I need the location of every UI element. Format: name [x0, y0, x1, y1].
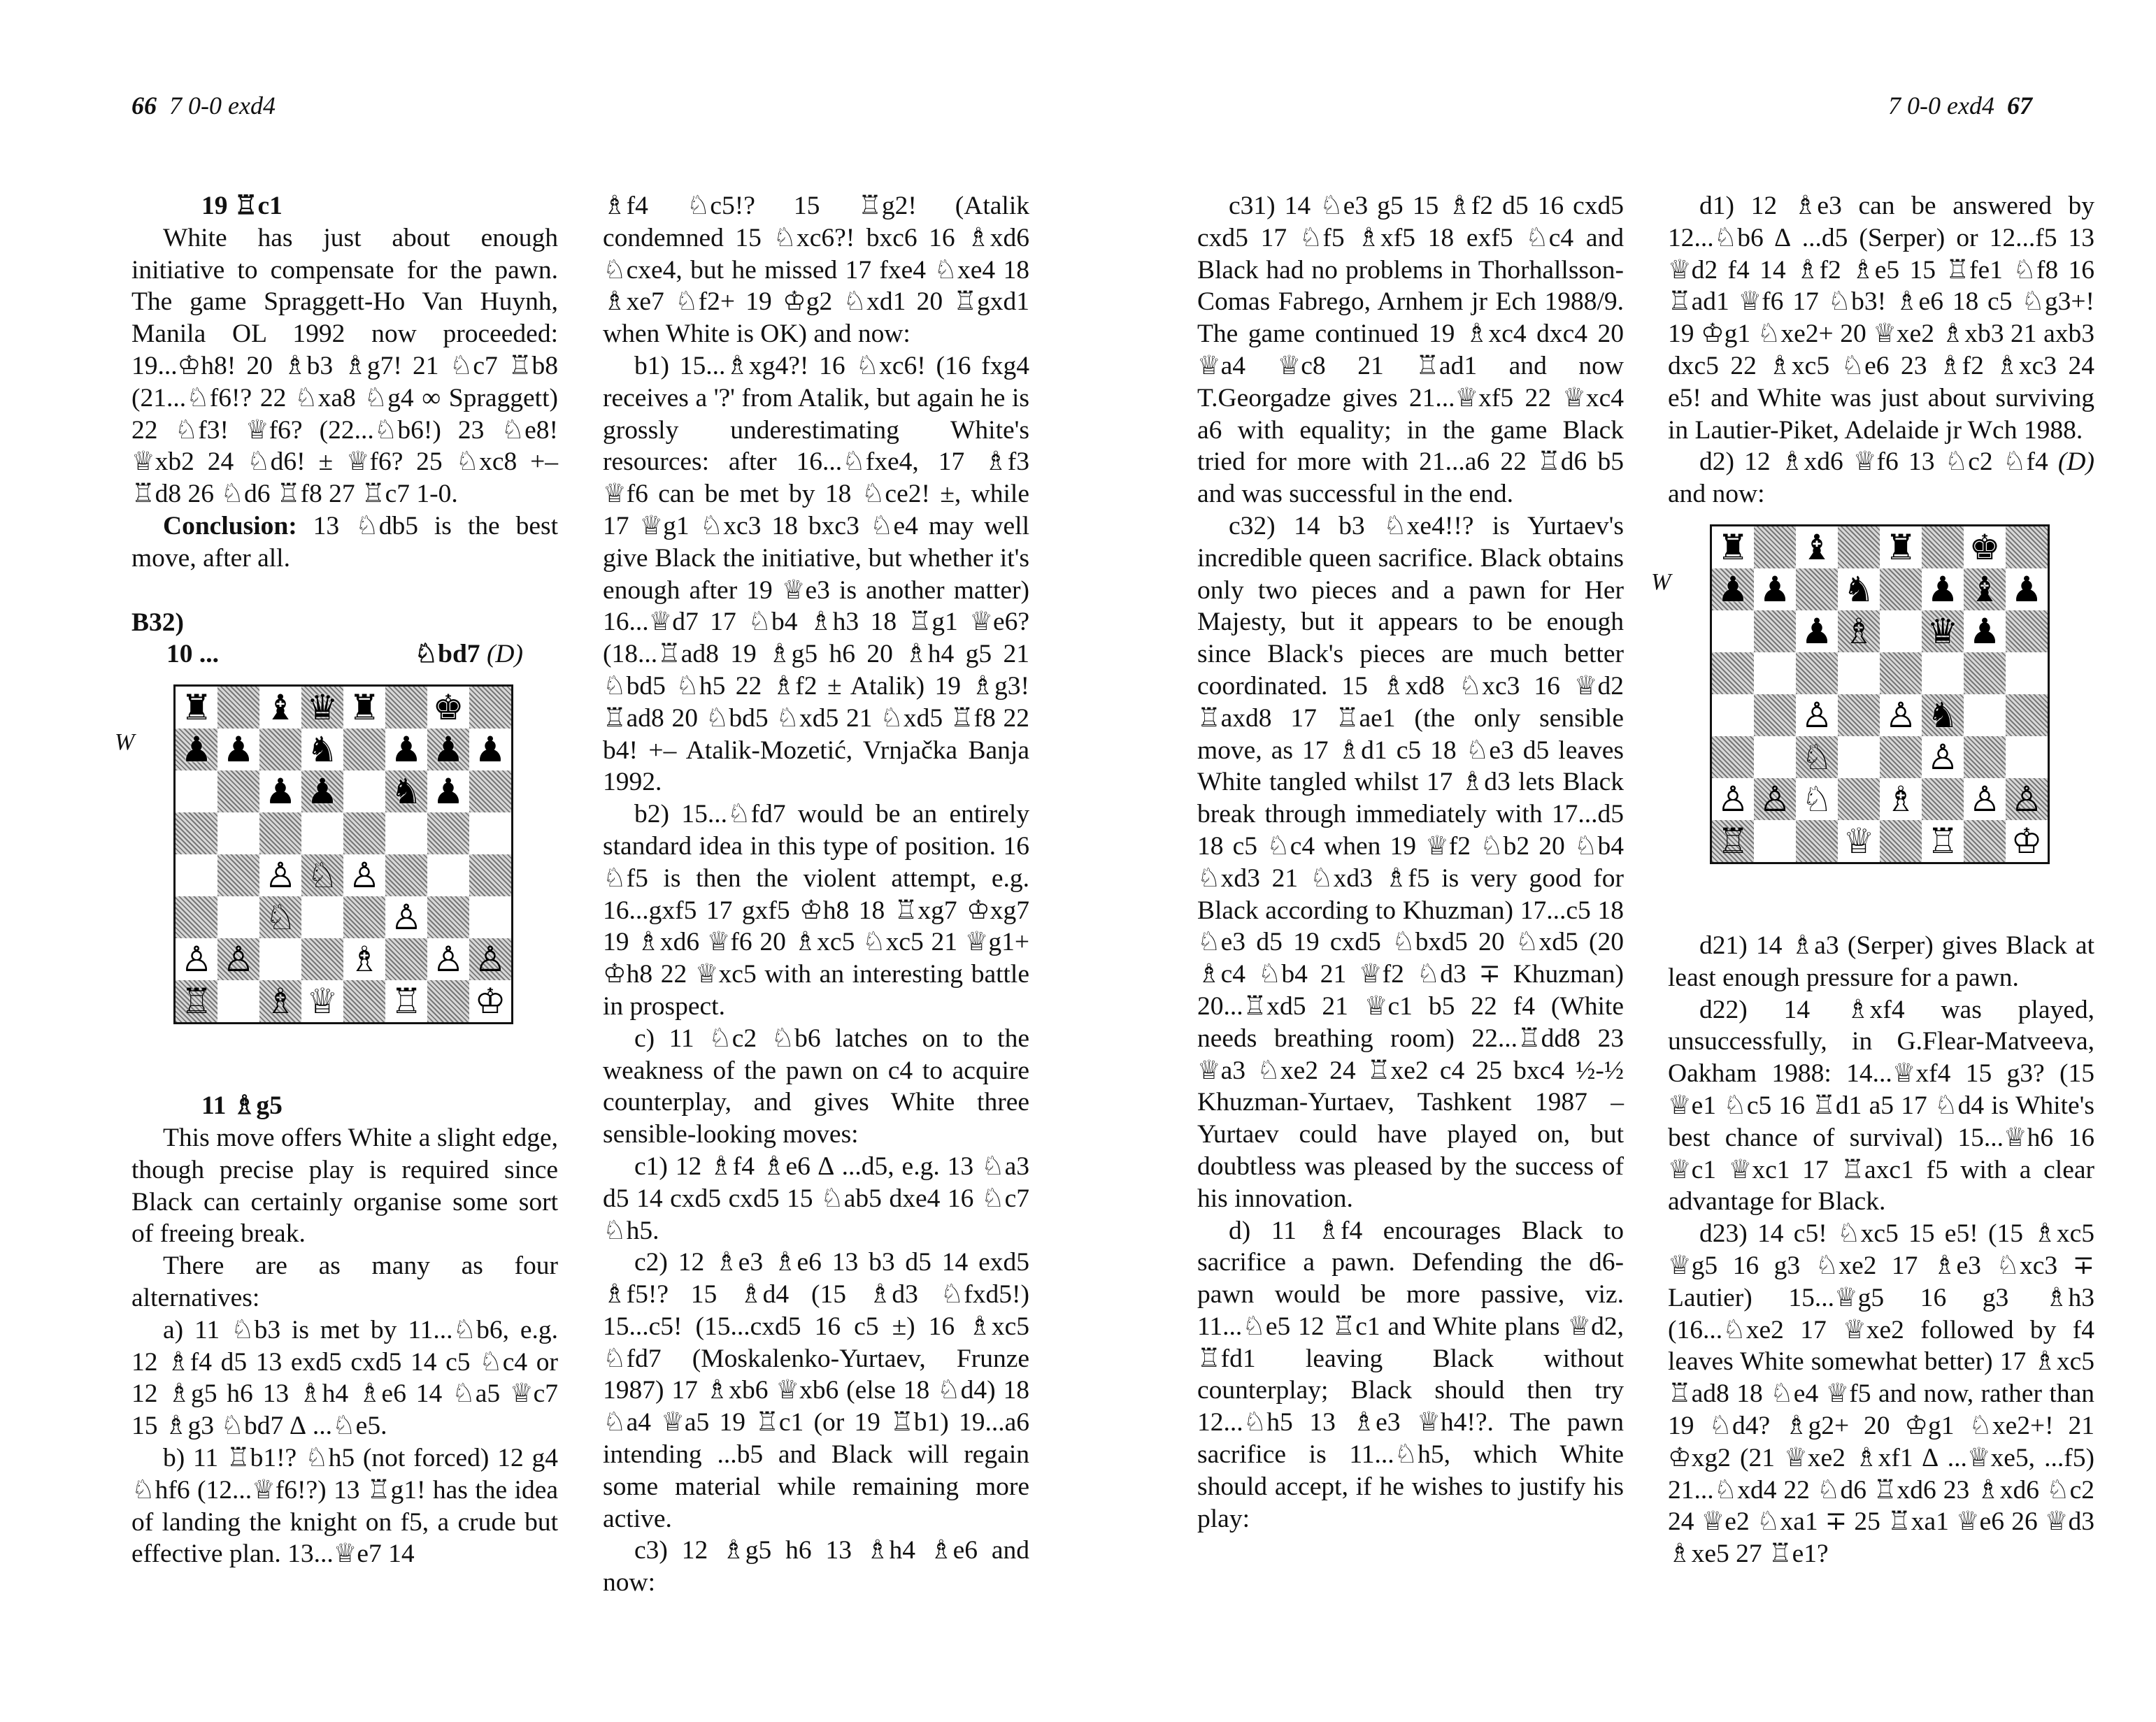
board-square — [1880, 652, 1922, 694]
board-square — [1754, 694, 1796, 736]
board-square — [343, 729, 385, 770]
black-pawn-icon: ♟ — [1964, 610, 2006, 652]
white-pawn-icon: ♙ — [469, 938, 511, 980]
board-square — [427, 812, 469, 854]
board-square — [1754, 736, 1796, 778]
board-square — [259, 729, 301, 770]
chess-diagram — [1651, 524, 2094, 902]
white-pawn-icon: ♙ — [176, 938, 217, 980]
board-square — [217, 812, 259, 854]
board-square — [2006, 736, 2048, 778]
black-pawn-icon: ♟ — [1922, 568, 1964, 610]
move-san: ♘bd7 — [414, 640, 480, 669]
right-page-number: 67 — [2006, 92, 2032, 120]
paragraph: c3) 12 ♗g5 h6 13 ♗h4 ♗e6 and now: — [603, 1536, 1029, 1598]
white-bishop-icon: ♗ — [1880, 778, 1922, 820]
white-pawn-icon: ♙ — [1754, 778, 1796, 820]
black-pawn-icon: ♟ — [2006, 568, 2048, 610]
white-pawn-icon: ♙ — [259, 854, 301, 896]
board-square — [427, 980, 469, 1022]
paragraph: d23) 14 c5! ♘xc5 15 e5! (15 ♗xc5 ♕g5 16 g3 ♘xe2 17 ♗e3 ♘xc3 ∓ Lautier) 15...♕g5 16 g3 ♗h3 (16...♘xe2 17 ♕xe2 followed by f4 leaves White somewhat better) 17 ♗xc5 ♖ad8 18 ♘e4 ♕f5 and now, rather than 19 ♘d4? ♗g2+ 20 ♔g1 ♘xe2+! 21 ♔xg2 (21 ♕xe2 ♗xf1 ∆ ...♕xe5, ...f5) 21...♘xd4 22 ♘d6 ♖xd6 23 ♗xd6 ♘c2 24 ♕e2 ♘xa1 ∓ 25 ♖xa1 ♕e6 26 ♕d3 ♗xe5 27 ♖e1? — [1668, 1219, 2094, 1569]
paragraph: c) 11 ♘c2 ♘b6 latches on to the weakness of the pawn on c4 to acquire counterplay, and gives White three sensible-looking moves: — [603, 1024, 1029, 1149]
board-square — [1712, 610, 1754, 652]
black-bishop-icon: ♝ — [1964, 568, 2006, 610]
board-square — [385, 812, 427, 854]
black-pawn-icon: ♟ — [1796, 610, 1838, 652]
left-running-title: 7 0-0 exd4 — [169, 92, 276, 120]
board-square — [1712, 652, 1754, 694]
board-square — [1838, 778, 1880, 820]
board-square — [1754, 610, 1796, 652]
board-square — [1796, 652, 1838, 694]
conclusion-text: 13 ♘db5 is the best move, after all. — [131, 511, 558, 573]
board-square — [1880, 610, 1922, 652]
board-square — [1712, 694, 1754, 736]
right-running-head — [1888, 91, 2032, 120]
board-square — [1838, 694, 1880, 736]
move-number: 10 ... — [166, 640, 219, 669]
white-rook-icon: ♖ — [1922, 820, 1964, 862]
column-2 — [603, 190, 1029, 1599]
white-pawn-icon: ♙ — [217, 938, 259, 980]
board-square — [176, 854, 217, 896]
white-queen-icon: ♕ — [301, 980, 343, 1022]
board-square — [301, 896, 343, 938]
black-pawn-icon: ♟ — [427, 729, 469, 770]
right-running-title: 7 0-0 exd4 — [1888, 92, 1994, 120]
paragraph: ♗f4 ♘c5!? 15 ♖g2! (Atalik condemned 15 ♘xc6?! bxc6 16 ♗xd6 ♘cxe4, but he missed 17 fxe4 ♘xe4 18 ♗xe7 ♘f2+ 19 ♔g2 ♘xd1 20 ♖gxd1 when White is OK) and now: — [603, 192, 1029, 349]
board-square — [1754, 652, 1796, 694]
white-pawn-icon: ♙ — [1922, 736, 1964, 778]
white-pawn-icon: ♙ — [1796, 694, 1838, 736]
paragraph: a) 11 ♘b3 is met by 11...♘b6, e.g. 12 ♗f4 d5 13 exd5 cxd5 14 c5 ♘c4 or 12 ♗g5 h6 13 ♗h4 ♗e6 14 ♘a5 ♕c7 15 ♗g3 ♘bd7 ∆ ...♘e5. — [131, 1315, 558, 1441]
board-square — [2006, 610, 2048, 652]
paragraph: d22) 14 ♗xf4 was played, unsuccessfully, in G.Flear-Matveeva, Oakham 1988: 14...♕xf4 15 g3? (15 ♕e1 ♘c5 16 ♖d1 a5 17 ♘d4 is White's best chance of survival) 15...♕h6 16 ♕c1 ♕xc1 17 ♖axc1 f5 with a clear advantage for Black. — [1668, 995, 2094, 1217]
board-square — [2006, 652, 2048, 694]
board-square — [343, 770, 385, 812]
white-rook-icon: ♖ — [1712, 820, 1754, 862]
diagram-marker: (D) — [2048, 447, 2094, 477]
board-square — [1880, 736, 1922, 778]
white-knight-icon: ♘ — [259, 896, 301, 938]
black-rook-icon: ♜ — [176, 687, 217, 729]
black-rook-icon: ♜ — [1880, 526, 1922, 568]
board-square — [176, 770, 217, 812]
paragraph: c1) 12 ♗f4 ♗e6 ∆ ...d5, e.g. 13 ♘a3 d5 14 cxd5 cxd5 15 ♘ab5 dxe4 16 ♘c7 ♘h5. — [603, 1151, 1029, 1245]
white-bishop-icon: ♗ — [343, 938, 385, 980]
move-text — [414, 638, 523, 670]
conclusion-label: Conclusion: — [163, 511, 297, 540]
white-pawn-icon: ♙ — [1964, 778, 2006, 820]
paragraph: d1) 12 ♗e3 can be answered by 12...♘b6 ∆ ...d5 (Serper) or 12...f5 13 ♕d2 f4 14 ♗f2 ♗e5 15 ♖fe1 ♘f8 16 ♖ad1 ♕f6 17 ♘b3! ♗e6 18 c5 ♘g3+! 19 ♔g1 ♘xe2+ 20 ♕xe2 ♗xb3 21 axb3 dxc5 22 ♗xc5 ♘e6 23 ♗f2 ♗xc3 24 e5! and White was just about surviving in Lautier-Piket, Adelaide jr Wch 1988. — [1668, 192, 2094, 445]
white-queen-icon: ♕ — [1838, 820, 1880, 862]
white-pawn-icon: ♙ — [385, 896, 427, 938]
black-pawn-icon: ♟ — [217, 729, 259, 770]
board-square — [1838, 526, 1880, 568]
board-square — [1964, 736, 2006, 778]
paragraph-tail: and now: — [1668, 480, 1765, 509]
board-square — [1796, 820, 1838, 862]
board-square — [217, 980, 259, 1022]
white-pawn-icon: ♙ — [2006, 778, 2048, 820]
black-pawn-icon: ♟ — [385, 729, 427, 770]
black-pawn-icon: ♟ — [1712, 568, 1754, 610]
white-pawn-icon: ♙ — [1712, 778, 1754, 820]
board-square — [343, 896, 385, 938]
white-bishop-icon: ♗ — [259, 980, 301, 1022]
black-pawn-icon: ♟ — [427, 770, 469, 812]
paragraph: d21) 14 ♗a3 (Serper) gives Black at least enough pressure for a pawn. — [1668, 931, 2094, 992]
paragraph — [1668, 446, 2094, 510]
paragraph: There are as many as four alternatives: — [131, 1251, 558, 1312]
board-square — [1796, 568, 1838, 610]
board-square — [2006, 526, 2048, 568]
black-pawn-icon: ♟ — [259, 770, 301, 812]
black-knight-icon: ♞ — [385, 770, 427, 812]
black-bishop-icon: ♝ — [259, 687, 301, 729]
black-knight-icon: ♞ — [301, 729, 343, 770]
board-square — [2006, 694, 2048, 736]
board-square — [259, 812, 301, 854]
board-square — [469, 770, 511, 812]
paragraph: c31) 14 ♘e3 g5 15 ♗f2 d5 16 cxd5 cxd5 17 ♘f5 ♗xf5 18 exf5 ♘c4 and Black had no problems in Thorhallsson-Comas Fabrego, Arnhem jr Ech 1988/9. The game continued 19 ♗xc4 dxc4 20 ♕a4 ♕c8 21 ♖ad1 and now T.Georgadze gives 21...♕xf5 22 ♕xc4 a6 with equality; in the game Black tried for more with 21...a6 22 ♖d6 b5 and was successful in the end. — [1197, 192, 1624, 509]
chess-diagram — [115, 684, 558, 1062]
move-heading: 19 ♖c1 — [201, 192, 283, 220]
chess-board — [173, 684, 513, 1024]
white-bishop-icon: ♗ — [1838, 610, 1880, 652]
board-square — [176, 812, 217, 854]
white-pawn-icon: ♙ — [1880, 694, 1922, 736]
board-square — [427, 896, 469, 938]
black-rook-icon: ♜ — [1712, 526, 1754, 568]
board-square — [385, 854, 427, 896]
board-square — [1880, 820, 1922, 862]
column-3 — [1197, 190, 1624, 1535]
black-king-icon: ♚ — [427, 687, 469, 729]
board-square — [469, 896, 511, 938]
board-square — [1964, 820, 2006, 862]
board-square — [217, 687, 259, 729]
board-square — [301, 938, 343, 980]
board-square — [1754, 820, 1796, 862]
black-bishop-icon: ♝ — [1796, 526, 1838, 568]
black-pawn-icon: ♟ — [1754, 568, 1796, 610]
move-heading — [131, 638, 558, 670]
white-rook-icon: ♖ — [176, 980, 217, 1022]
paragraph-main: d2) 12 ♗xd6 ♕f6 13 ♘c2 ♘f4 — [1699, 447, 2048, 477]
paragraph: This move offers White a slight edge, though precise play is required since Black can certainly organise some sort of freeing break. — [131, 1123, 558, 1249]
board-square — [259, 938, 301, 980]
paragraph: c2) 12 ♗e3 ♗e6 13 b3 d5 14 exd5 ♗f5!? 15 ♗d4 (15 ♗d3 ♘fxd5!) 15...c5! (15...cxd5 16 c5 ±) 16 ♗xc5 ♘fd7 (Moskalenko-Yurtaev, Frunze 1987) 17 ♗xb6 ♕xb6 (else 18 ♘d4) 18 ♘a4 ♕a5 19 ♖c1 (or 19 ♖b1) 19...a6 intending ...b5 and Black will regain some material while remaining more active. — [603, 1248, 1029, 1533]
board-square — [301, 812, 343, 854]
diagram-marker: (D) — [480, 640, 523, 669]
black-pawn-icon: ♟ — [301, 770, 343, 812]
white-pawn-icon: ♙ — [427, 938, 469, 980]
side-to-move: W — [1651, 568, 1671, 595]
black-queen-icon: ♛ — [1922, 610, 1964, 652]
board-square — [343, 812, 385, 854]
board-square — [217, 770, 259, 812]
black-pawn-icon: ♟ — [176, 729, 217, 770]
paragraph: b2) 15...♘fd7 would be an entirely standard idea in this type of position. 16 ♘f5 is then the violent attempt, e.g. 16...gxf5 17 gxf5 ♔h8 18 ♖xg7 ♔xg7 19 ♗xd6 ♕f6 20 ♗xc5 ♘xc5 21 ♕g1+ ♔h8 22 ♕xc5 with an interesting battle in prospect. — [603, 800, 1029, 1021]
white-rook-icon: ♖ — [385, 980, 427, 1022]
board-square — [469, 854, 511, 896]
left-running-head — [131, 91, 276, 120]
paragraph: White has just about enough initiative to compensate for the pawn. The game Spraggett-Ho Van Huynh, Manila OL 1992 now proceeded: 19...♔h8! 20 ♗b3 ♗g7! 21 ♘c7 ♖b8 (21...♘f6!? 22 ♘xa8 ♘g4 ∞ Spraggett) 22 ♘f3! ♕f6? (22...♘b6!) 23 ♘e8! ♕xb2 24 ♘d6! ± ♕f6? 25 ♘xc8 +– ♖d8 26 ♘d6 ♖f8 27 ♖c7 1-0. — [131, 223, 558, 509]
board-square — [1880, 568, 1922, 610]
board-square — [385, 687, 427, 729]
board-square — [385, 938, 427, 980]
board-square — [1838, 736, 1880, 778]
board-square — [343, 980, 385, 1022]
white-knight-icon: ♘ — [301, 854, 343, 896]
chess-board — [1710, 524, 2050, 864]
paragraph: c32) 14 b3 ♘xe4!!? is Yurtaev's incredible queen sacrifice. Black obtains only two pieces and a pawn for Her Majesty, but it appears to be enough since Black's pieces are much better coordinated. 15 ♗xd8 ♘xc3 16 ♕d2 ♖axd8 17 ♖ae1 (the only sensible move, as 17 ♗d1 c5 18 ♘e3 d5 leaves White tangled whilst 17 ♗d3 lets Black break through immediately with 17...d5 18 c5 ♘c4 when 19 ♕f2 ♘b2 20 ♘b4 ♘xd3 21 ♘xd3 ♗f5 is very good for Black according to Khuzman) 17...c5 18 ♘e3 d5 19 cxd5 ♘bxd5 20 ♘xd5 (20 ♗c4 ♘b4 21 ♕f2 ♘d3 ∓ Khuzman) 20...♖xd5 21 ♕c1 b5 22 f4 (White needs breathing room) 22...♖dd8 23 ♕a3 ♘xe2 24 ♖xe2 c4 25 bxc4 ½-½ Khuzman-Yurtaev, Tashkent 1987 – Yurtaev could have played on, but doubtless was pleased by the success of his innovation. — [1197, 511, 1624, 1213]
black-king-icon: ♚ — [1964, 526, 2006, 568]
white-knight-icon: ♘ — [1796, 736, 1838, 778]
paragraph: b) 11 ♖b1!? ♘h5 (not forced) 12 g4 ♘hf6 (12...♕f6!?) 13 ♖g1! has the idea of landing the knight on f5, a crude but effective plan. 13...♕e7 14 — [131, 1443, 558, 1569]
board-square — [1964, 694, 2006, 736]
paragraph: d) 11 ♗f4 encourages Black to sacrifice a pawn. Defending the d6-pawn would be more passive, viz. 11...♘e5 12 ♖c1 and White plans ♕d2, ♖fd1 leaving Black without counterplay; Black should then try 12...♘h5 13 ♗e3 ♕h4!?. The pawn sacrifice is 11...♘h5, which White should accept, if he wishes to justify his play: — [1197, 1216, 1624, 1533]
board-square — [1712, 736, 1754, 778]
conclusion-paragraph — [131, 510, 558, 575]
board-square — [176, 896, 217, 938]
column-1 — [115, 190, 558, 1570]
section-label: B32) — [131, 608, 184, 637]
white-knight-icon: ♘ — [1796, 778, 1838, 820]
board-square — [1922, 778, 1964, 820]
board-square — [469, 812, 511, 854]
white-king-icon: ♔ — [2006, 820, 2048, 862]
black-pawn-icon: ♟ — [469, 729, 511, 770]
paragraph: b1) 15...♗xg4?! 16 ♘xc6! (16 fxg4 receives a '?' from Atalik, but again he is grossly underestimating White's resources: after 16...♘fxe4, 17 ♗f3 ♕f6 can be met by 18 ♘ce2! ±, while 17 ♕g1 ♘xc3 18 bxc3 ♘e4 may well give Black the initiative, but whether it's enough after 19 ♕e3 is another matter) 16...♕d7 17 ♘b4 ♗h3 18 ♖g1 ♕e6? (18...♖ad8 19 ♗g5 h6 20 ♗h4 g5 21 ♘bd5 ♘h5 22 ♗f2 ± Atalik) 19 ♗g3! ♖ad8 20 ♘bd5 ♘xd5 21 ♘xd5 ♖f8 22 b4! +– Atalik-Mozetić, Vrnjačka Banja 1992. — [603, 351, 1029, 797]
side-to-move: W — [115, 729, 135, 756]
left-page-number: 66 — [131, 92, 157, 120]
board-square — [469, 687, 511, 729]
board-square — [217, 854, 259, 896]
board-square — [1754, 526, 1796, 568]
white-pawn-icon: ♙ — [343, 854, 385, 896]
black-knight-icon: ♞ — [1922, 694, 1964, 736]
move-heading: 11 ♗g5 — [201, 1091, 283, 1121]
black-queen-icon: ♛ — [301, 687, 343, 729]
black-knight-icon: ♞ — [1838, 568, 1880, 610]
board-square — [427, 854, 469, 896]
board-square — [1964, 652, 2006, 694]
board-square — [217, 896, 259, 938]
board-square — [1922, 526, 1964, 568]
board-square — [1922, 652, 1964, 694]
white-king-icon: ♔ — [469, 980, 511, 1022]
column-4 — [1651, 190, 2094, 1570]
board-square — [1838, 652, 1880, 694]
black-rook-icon: ♜ — [343, 687, 385, 729]
